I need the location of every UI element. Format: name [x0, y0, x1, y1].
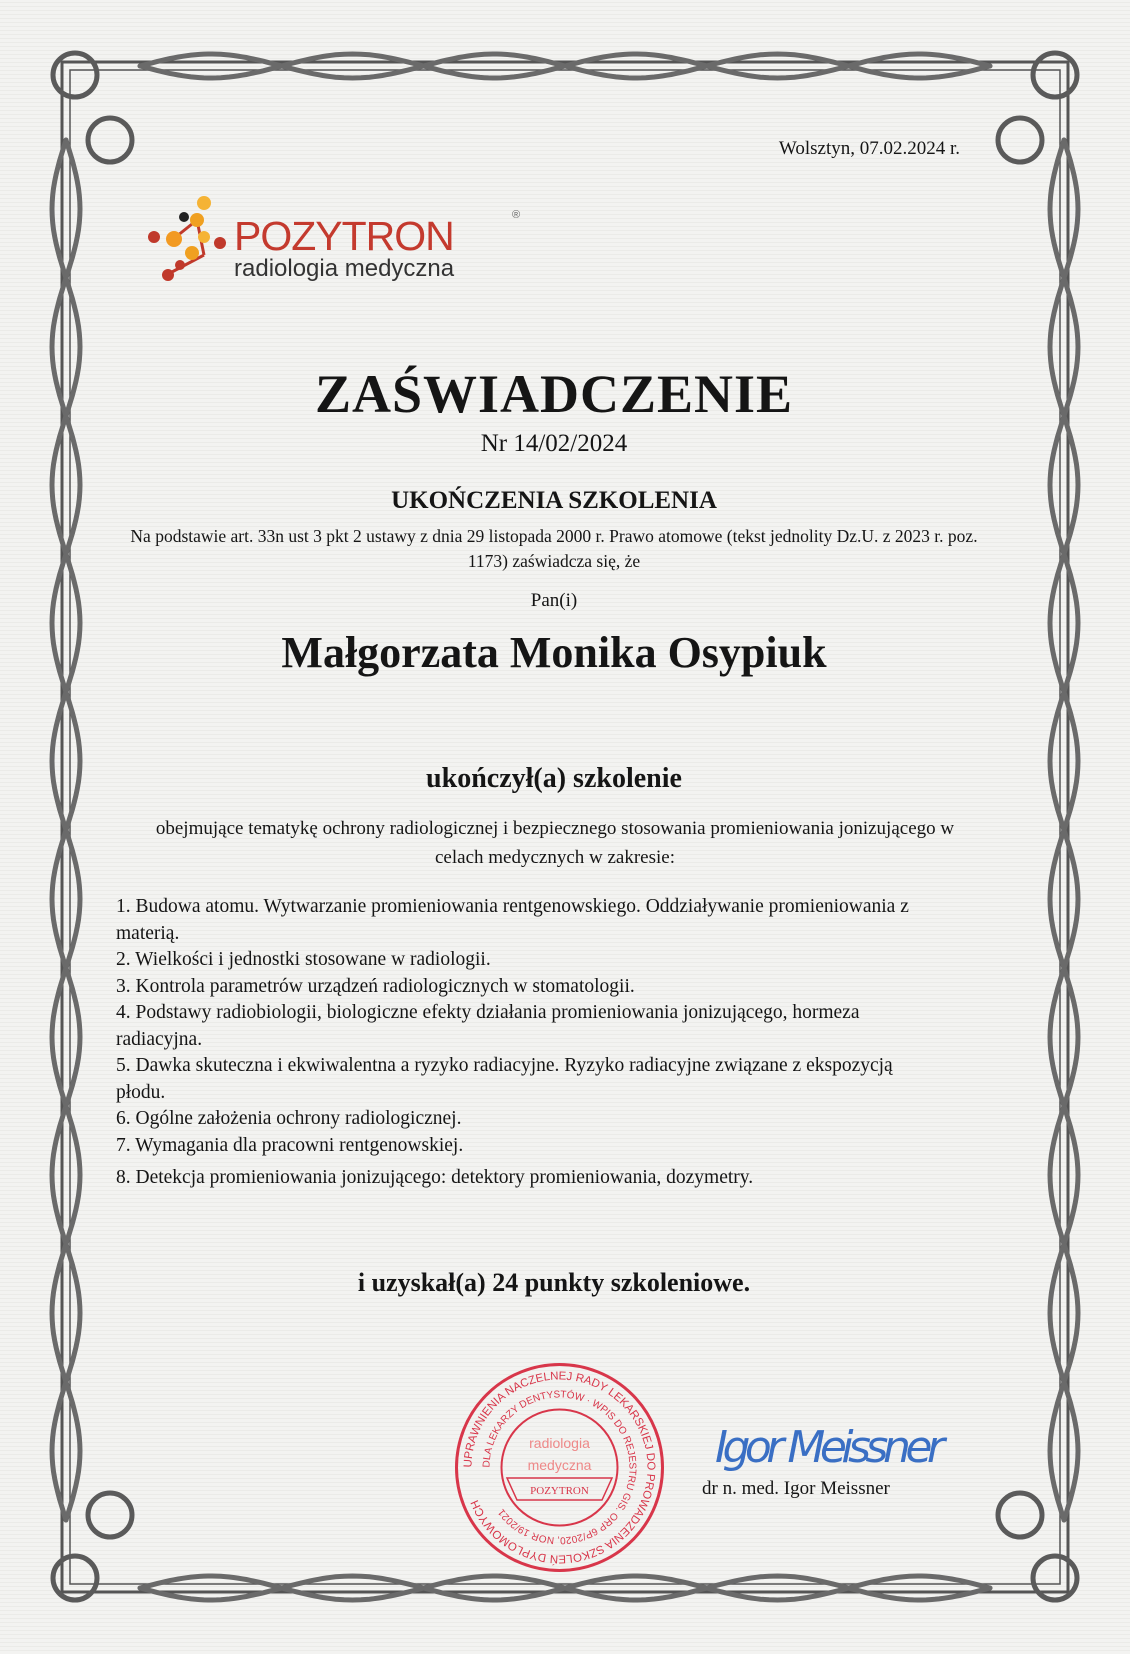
- document-title: ZAŚWIADCZENIE: [314, 364, 794, 424]
- stamp-outer-text: UPRAWNIENIA NACZELNEJ RADY LEKARSKIEJ DO PROWADZENIA SZKOLEŃ DYPLOMOWYCH: [462, 1370, 657, 1565]
- border-wave: [140, 54, 990, 78]
- topic-item: 7. Wymagania dla pracowni rentgenowskiej.: [116, 1134, 464, 1156]
- registered-mark: ®: [512, 209, 521, 221]
- stamp-center-line2: medyczna: [527, 1457, 592, 1473]
- topic-item: 6. Ogólne założenia ochrony radiologicznej.: [116, 1108, 462, 1129]
- border-knot: [998, 1493, 1042, 1537]
- topics-list: [116, 894, 936, 1192]
- completed-heading: ukończył(a) szkolenie: [426, 763, 682, 794]
- topic-intro: obejmujące tematykę ochrony radiologicznej i bezpiecznego stosowania promieniowania jonizującego w celach medycznych w zakresie:: [155, 818, 955, 868]
- border-knot: [53, 53, 97, 97]
- border-knot: [1033, 53, 1077, 97]
- border-knot: [88, 1493, 132, 1537]
- stamp-inner-text: DLA LEKARZY DENTYSTÓW · WPIS DO REJESTRU GIS. ORP 6P/2020, NOR 19/2021: [481, 1389, 638, 1546]
- document-number: Nr 14/02/2024: [480, 430, 628, 457]
- topic-item: 3. Kontrola parametrów urządzeń radiologicznych w stomatologii.: [116, 975, 635, 997]
- topic-item: 8. Detekcja promieniowania jonizującego: detektory promieniowania, dozymetry.: [116, 1167, 754, 1188]
- handwritten-signature: [710, 1400, 960, 1480]
- topic-item: 4. Podstawy radiobiologii, biologiczne efekty działania promieniowania jonizującego, hormeza radiacyjna.: [116, 1002, 860, 1050]
- border-knot: [88, 118, 132, 162]
- logo-tagline: radiologia medyczna: [234, 255, 455, 282]
- border-wave: [140, 1576, 990, 1600]
- border-knot: [998, 118, 1042, 162]
- place-date: Wolsztyn, 07.02.2024 r.: [778, 138, 960, 159]
- signature-text: Igor Meissner: [715, 1422, 945, 1473]
- salutation: Pan(i): [530, 590, 578, 611]
- topic-item: 1. Budowa atomu. Wytwarzanie promieniowania rentgenowskiego. Oddziaływanie promieniowania z materią.: [116, 896, 909, 944]
- pozytron-logo: [142, 195, 532, 295]
- stamp-banner: POZYTRON: [530, 1485, 589, 1497]
- logo-brand: POZYTRON: [234, 213, 454, 259]
- recipient-name: Małgorzata Monika Osypiuk: [281, 628, 827, 677]
- stamp-center-line1: radiologia: [529, 1435, 590, 1451]
- signer-name: dr n. med. Igor Meissner: [702, 1478, 890, 1499]
- topic-item: 5. Dawka skuteczna i ekwiwalentna a ryzyko radiacyjne. Ryzyko radiacyjne związane z ekspozycją płodu.: [116, 1055, 893, 1103]
- document-subtitle: UKOŃCZENIA SZKOLENIA: [391, 487, 717, 514]
- legal-basis: Na podstawie art. 33n ust 3 pkt 2 ustawy z dnia 29 listopada 2000 r. Prawo atomowe (tekst jednolity Dz.U. z 2023 r. poz. 1173) zaświadcza się, że: [130, 526, 978, 571]
- molecule-icon: [142, 195, 237, 295]
- border-wave: [1050, 140, 1078, 1520]
- official-stamp: [452, 1360, 667, 1575]
- points-awarded: i uzyskał(a) 24 punkty szkoleniowe.: [357, 1268, 751, 1297]
- border-wave: [52, 140, 80, 1520]
- topic-item: 2. Wielkości i jednostki stosowane w radiologii.: [116, 949, 491, 970]
